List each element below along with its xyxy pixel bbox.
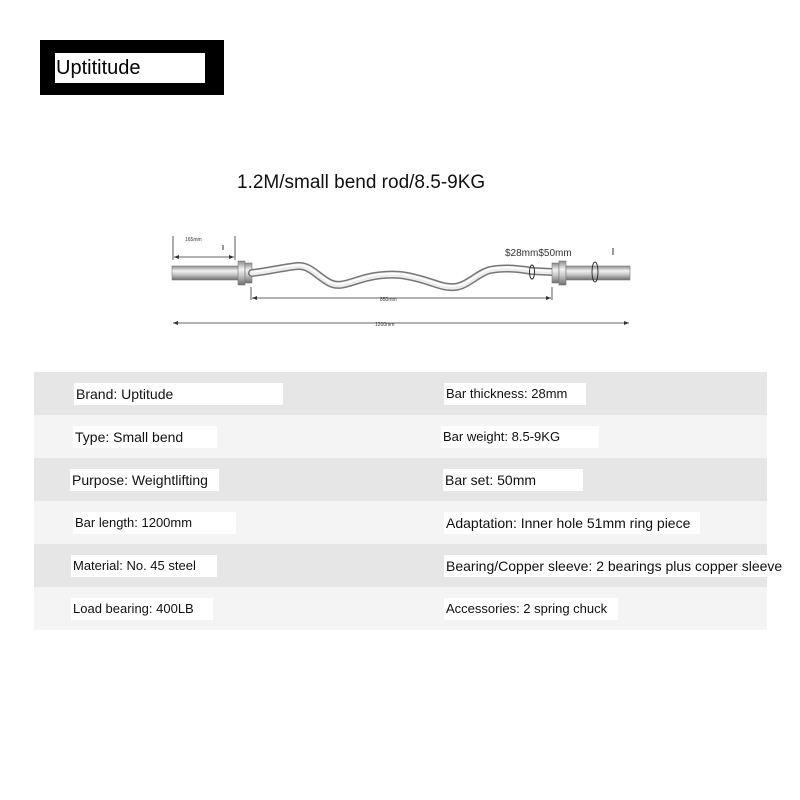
- spec-row: [34, 501, 767, 544]
- spec-right: Bar set: 50mm: [443, 469, 583, 491]
- total-length-label: 1200mm: [375, 322, 395, 328]
- left-collar: [238, 261, 245, 285]
- spec-left: Type: Small bend: [73, 426, 217, 448]
- spec-left: Material: No. 45 steel: [71, 555, 217, 577]
- spec-row: [34, 458, 767, 501]
- spec-left: Load bearing: 400LB: [71, 598, 213, 620]
- spec-row: [34, 544, 783, 587]
- spec-right: Adaptation: Inner hole 51mm ring piece: [444, 512, 700, 534]
- spec-row: [34, 372, 767, 415]
- spec-left: Purpose: Weightlifting: [70, 469, 219, 491]
- left-sleeve: [172, 266, 240, 280]
- grip-length-label: 850mm: [380, 297, 397, 303]
- spec-row: [34, 587, 767, 630]
- sleeve-length-label: 165mm: [185, 237, 202, 243]
- spec-right: Accessories: 2 spring chuck: [444, 598, 618, 620]
- sleeve-dimension: [173, 236, 235, 260]
- spec-right: Bar thickness: 28mm: [444, 383, 586, 405]
- spec-row: [34, 415, 767, 458]
- spec-table: [34, 372, 783, 630]
- spec-left: Bar length: 1200mm: [73, 512, 236, 534]
- right-collar: [559, 261, 566, 285]
- product-headline: 1.2M/small bend rod/8.5-9KG: [237, 172, 486, 193]
- brand-label: Uptititude: [55, 53, 205, 83]
- diameter-label: $28mm$50mm: [505, 248, 572, 259]
- spec-right: Bearing/Copper sleeve: 2 bearings plus copper sleeve: [444, 555, 788, 577]
- total-dimension: [173, 321, 629, 328]
- brand-banner: [40, 40, 224, 95]
- grip-dimension: [251, 287, 552, 303]
- curl-bar-diagram: [160, 225, 640, 335]
- spec-right: Bar weight: 8.5-9KG: [441, 426, 599, 448]
- right-collar-inner: [552, 263, 559, 283]
- spec-left: Brand: Uptitude: [74, 383, 283, 405]
